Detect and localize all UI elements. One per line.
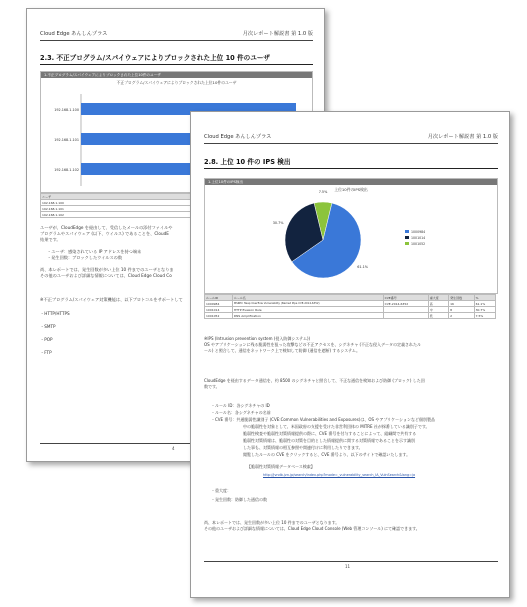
table-header-row: ルールID ルール名 CVE番号 重大度 発生回数 % bbox=[205, 295, 496, 301]
pie-data-label: 7.5% bbox=[318, 190, 328, 194]
figure-bar: 1.不正プログラム/スパイウェアによりブロックされた上位10件のユーザ bbox=[41, 72, 312, 78]
pie-data-label: 61.1% bbox=[357, 265, 369, 270]
ips-definition: ※IPS (Intrusion prevention system (侵入防御システム)) OS やアプリケーションに残る脆弱性を狙った攻撃などの不正アクセスを、シグネチャ (不正な侵入データの定義されたル ール) と照合して、通信をネットワーク上で検知して防御 (通信を遮断) するシステム。 bbox=[204, 336, 422, 354]
bullet-list: ・ユーザ：感染されている IP アドレスを持つ端末 ・発生回数：ブロックしたウイルスの数 bbox=[47, 249, 142, 261]
section-title: 2.3. 不正プログラム/スパイウェアによりブロックされた上位 10 件のユーザ bbox=[40, 52, 313, 65]
table-row: 1000984 MSRPC Heap Overflow Vulnerability (Named Pipe CVE-2014-6352) CVE-2014-6352 高 16 61.1% bbox=[205, 301, 496, 307]
page-header bbox=[40, 30, 313, 40]
table-row: 192.168.1.102 bbox=[41, 212, 311, 218]
bar-category-label: 192.168.1.102 bbox=[54, 168, 79, 172]
page-header bbox=[204, 133, 498, 143]
legend-label: 1001014 bbox=[411, 236, 426, 240]
figure-bar: 1.上位10件のIPS検出 bbox=[205, 179, 497, 185]
legend-swatch bbox=[405, 242, 409, 245]
ips-table bbox=[204, 294, 496, 319]
footer-rule bbox=[204, 561, 498, 562]
body-paragraph: ユーザが、CloudEdge を経由して、受信したメールの添付ファイルや プログラムやスパイウェア (以下、ウイルス) であることを、CloudE 結果です。 bbox=[40, 225, 173, 243]
bar-category-label: 192.168.1.100 bbox=[54, 108, 79, 112]
chart-title: 上位10件のIPS検出 bbox=[334, 187, 368, 192]
body-paragraph: CloudEdge を経由するデータ通信を、約 8500 のシグネチャと照合して、不正な通信を検知および防御 (ブロック) した回 数です。 bbox=[204, 378, 425, 390]
field-list: ・ルール ID：各シグネチャの ID ・ルール名：各シグネチャの名前 ・CVE 番号：共通脆弱性識別子 (CVE:Common Vulnerabilities and Exposures)は、OS やアプリケーションなど個別製品 bbox=[211, 403, 435, 422]
header-right: 月次レポート解説書 第 1.0 版 bbox=[427, 134, 498, 140]
header-rule bbox=[40, 40, 313, 41]
table-row: 192.168.1.100 bbox=[41, 200, 311, 206]
header-right: 月次レポート解説書 第 1.0 版 bbox=[242, 31, 313, 37]
table-row: 1001014 HTTP Evasion Rule 中 8 30.7% bbox=[205, 307, 496, 313]
header-left: Cloud Edge あんしんプラス bbox=[204, 134, 272, 140]
page-number: 11 bbox=[345, 564, 351, 569]
pie-chart-figure bbox=[204, 178, 498, 294]
bar-1 bbox=[81, 133, 199, 145]
note-paragraph: 尚、本レポートでは、発生回数が多い上位 10 件までのユーザとなりま その他のユーザおよび詳細な情報については、Cloud Edge Cloud Co bbox=[40, 267, 174, 279]
protocol-intro: ※不正プログラム/スパイウェア対策機能は、以下プロトコルをサポートして bbox=[40, 297, 183, 302]
note-paragraph: 尚、本レポートでは、発生回数が多い上位 10 件までのユーザとなります。 その他のユーザおよび詳細な情報については、Cloud Edge Cloud Console (Web 管理コンソール) にて確認できます。 bbox=[204, 520, 420, 532]
table-row: 1001052 DNS Amplification 低 2 7.5% bbox=[205, 313, 496, 319]
table-row: 192.168.1.101 bbox=[41, 206, 311, 212]
legend-swatch bbox=[405, 230, 409, 233]
field-list-2: ・重大度： ・発生回数：防御した通信の数 bbox=[211, 488, 267, 502]
legend-swatch bbox=[405, 236, 409, 239]
bar-category-label: 192.168.1.101 bbox=[54, 138, 79, 142]
table-header: ユーザ bbox=[41, 194, 311, 200]
bar-2 bbox=[81, 163, 199, 175]
chart-title: 不正プログラム/スパイウェアによりブロックされた上位10件のユーザ bbox=[116, 80, 237, 85]
page-number: 4 bbox=[172, 446, 175, 451]
pie-chart bbox=[205, 190, 497, 291]
report-page-front bbox=[190, 111, 510, 598]
cve-explanation: 中の脆弱性を対象として、米国政府の支援を受けた非営利団体の MITRE 社が採番している識別子です。 脆弱性検査や脆弱性対策情報提供の際に、CVE 番号を付与することによって、組織間で共有する 脆弱性対策情報は、脆弱性の対策を目的とした情報提供に関する対策情報であることを示す識別 した事も、対策情報の相互参照や関連付けに利用したりできます。 閲覧したルールの CVE をクリックすると、CVE 番号より、以下のサイトで確認いたします。 bbox=[243, 424, 430, 457]
header-rule bbox=[204, 143, 498, 144]
legend-label: 1001052 bbox=[411, 242, 426, 246]
header-left: Cloud Edge あんしんプラス bbox=[40, 31, 108, 37]
cve-database-link[interactable]: http://jvndb.jvn.jp/search/index.php?mode=_vulnerability_search_IA_VulnSearch&lang=ja bbox=[263, 473, 416, 477]
cve-site-label: 【脆弱性対策情報データベース検索】 bbox=[247, 464, 315, 469]
pie-data-label: 30.7% bbox=[272, 220, 284, 225]
section-title: 2.8. 上位 10 件の IPS 検出 bbox=[204, 156, 498, 169]
protocol-list: ・HTTP/HTTPS ・SMTP ・POP ・FTP bbox=[40, 311, 70, 355]
legend-label: 1000984 bbox=[411, 230, 426, 234]
